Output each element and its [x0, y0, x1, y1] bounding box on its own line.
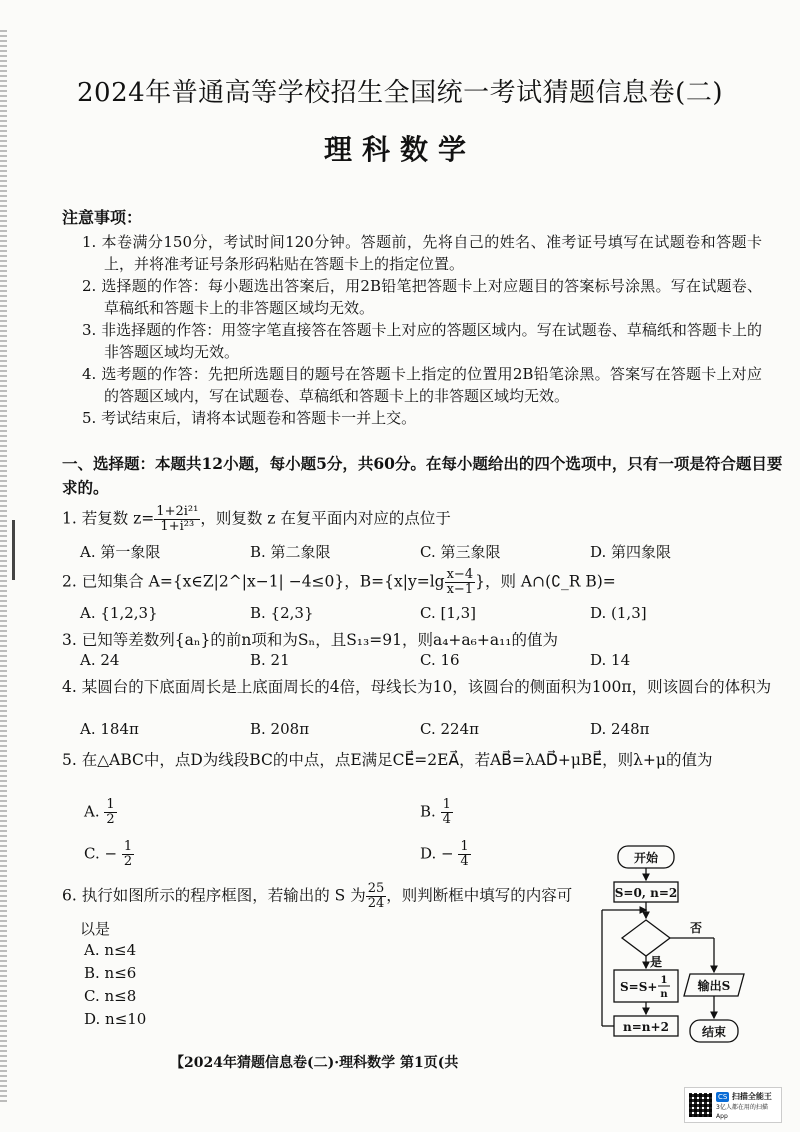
notice-item: 3. 非选择题的作答：用签字笔直接答在答题卡上对应的答题区域内。写在试题卷、草稿纸和答题卡上的非答题区域均无效。 — [82, 321, 762, 361]
q2-option-d: D. (1,3] — [590, 604, 647, 622]
flow-end-label: 结束 — [701, 1025, 727, 1039]
q5-b-num: 1 — [442, 797, 451, 812]
flowchart — [590, 842, 780, 1052]
q3-option-c: C. 16 — [420, 651, 460, 669]
q1-fraction-den: 1+i²³ — [160, 519, 195, 534]
q4-options — [80, 720, 780, 738]
q1-option-b: B. 第二象限 — [250, 543, 331, 561]
notice-heading: 注意事项： — [62, 208, 143, 227]
q3-option-b: B. 21 — [250, 651, 290, 669]
q6-stem-pre: 6. 执行如图所示的程序框图，若输出的 S 为 — [62, 886, 366, 905]
flow-update-n-label: n=n+2 — [623, 1020, 669, 1034]
q5-option-a-fraction — [104, 798, 116, 827]
q1-options — [80, 541, 780, 562]
q3-option-a: A. 24 — [80, 651, 120, 669]
scanner-tagline: 3亿人都在用的扫描App — [716, 1103, 768, 1120]
page-footer: 【2024年猜题信息卷(二)·理科数学 第1页(共 — [170, 1055, 459, 1071]
notice-item: 2. 选择题的作答：每小题选出答案后，用2B铅笔把答题卡上对应题目的答案标号涂黑。写在试题卷、草稿纸和答题卡上的非答题区域均无效。 — [82, 277, 762, 317]
q1-option-d: D. 第四象限 — [590, 543, 672, 561]
q5-option-d — [420, 840, 471, 869]
q5-a-num: 1 — [106, 797, 115, 812]
q6-fraction-num: 25 — [367, 881, 385, 896]
flow-update-s-label: S=S+ — [620, 980, 658, 994]
q5-option-d-label: D. − — [420, 844, 454, 863]
flow-no-label: 否 — [690, 921, 703, 935]
q1-stem-pre: 1. 若复数 z= — [62, 509, 155, 528]
q2-fraction — [445, 568, 476, 597]
notice-block — [62, 207, 762, 429]
flow-output-label: 输出S — [697, 979, 731, 993]
q1-option-a: A. 第一象限 — [80, 543, 161, 561]
q5-a-den: 2 — [106, 812, 115, 827]
q5-option-b-label: B. — [420, 802, 436, 821]
q4-option-b: B. 208π — [250, 720, 310, 738]
question-2 — [62, 568, 782, 597]
q2-stem-pre: 2. 已知集合 A={x∈Z|2^|x−1| −4≤0}，B={x|y=lg — [62, 572, 445, 591]
q2-options — [80, 604, 780, 622]
q5-d-num: 1 — [460, 839, 469, 854]
q6-fraction — [366, 882, 387, 911]
q6-option-a: A. n≤4 — [84, 941, 137, 959]
q2-stem-post: }，则 A∩(∁_R B)= — [475, 572, 616, 591]
q2-fraction-den: x−1 — [446, 582, 474, 597]
flow-decision — [622, 920, 670, 956]
q4-option-a: A. 184π — [80, 720, 139, 738]
q5-c-num: 1 — [123, 839, 133, 854]
notice-item: 1. 本卷满分150分，考试时间120分钟。答题前，先将自己的姓名、准考证号填写在试题卷和答题卡上，并将准考证号条形码粘贴在答题卡上的指定位置。 — [82, 233, 762, 273]
q5-option-c — [84, 840, 134, 869]
q2-fraction-num: x−4 — [446, 567, 474, 582]
scanner-badge — [684, 1087, 782, 1123]
q4-option-c: C. 224π — [420, 720, 479, 738]
flow-start-label: 开始 — [633, 851, 659, 865]
question-3: 3. 已知等差数列{aₙ}的前n项和为Sₙ，且S₁₃=91，则a₄+a₆+a₁₁的值为 — [62, 631, 559, 649]
q6-fraction-den: 24 — [367, 896, 385, 911]
flow-update-s-den: n — [660, 989, 668, 1000]
scanner-name: 扫描全能王 — [731, 1091, 772, 1101]
q1-option-c: C. 第三象限 — [420, 543, 501, 561]
q5-b-den: 4 — [442, 812, 451, 827]
page-edge-binding — [0, 30, 7, 1102]
scanner-badge-text — [716, 1091, 777, 1120]
q5-c-den: 2 — [123, 854, 133, 869]
q4-option-d: D. 248π — [590, 720, 650, 738]
q5-option-d-fraction — [458, 840, 470, 869]
q6-option-d: D. n≤10 — [84, 1010, 147, 1028]
exam-title: 2024年普通高等学校招生全国统一考试猜题信息卷(二) — [77, 78, 723, 108]
flow-init-label: S=0, n=2 — [614, 886, 678, 900]
q5-option-b — [420, 798, 453, 827]
q5-option-c-label: C. − — [84, 844, 118, 863]
q1-fraction — [154, 505, 200, 534]
scanner-logo: CS — [718, 1092, 728, 1101]
question-6 — [62, 882, 602, 911]
q5-d-den: 4 — [460, 854, 469, 869]
notice-list — [62, 231, 762, 429]
q3-option-d: D. 14 — [590, 651, 631, 669]
q6-stem-line2: 以是 — [80, 920, 111, 938]
q2-option-a: A. {1,2,3} — [80, 604, 158, 622]
question-1 — [62, 505, 782, 534]
flow-yes-label: 是 — [650, 955, 663, 969]
q5-option-b-fraction — [441, 798, 453, 827]
q5-option-c-fraction — [122, 840, 134, 869]
q6-option-c: C. n≤8 — [84, 987, 137, 1005]
notice-item: 4. 选考题的作答：先把所选题目的题号在答题卡上指定的位置用2B铅笔涂黑。答案写在答题卡上对应的答题区域内，写在试题卷、草稿纸和答题卡上的非答题区域均无效。 — [82, 365, 762, 405]
exam-subject: 理科数学 — [323, 133, 476, 166]
q2-option-b: B. {2,3} — [250, 604, 314, 622]
q1-fraction-num: 1+2i²¹ — [156, 504, 199, 519]
q3-options — [80, 651, 780, 669]
q6-stem-post: ，则判断框中填写的内容可 — [386, 886, 573, 905]
section-heading: 一、选择题：本题共12小题，每小题5分，共60分。在每小题给出的四个选项中，只有一项是符合题目要求的。 — [62, 454, 783, 497]
flow-update-s-num: 1 — [660, 975, 668, 986]
q5-option-a — [84, 798, 117, 827]
question-4: 4. 某圆台的下底面周长是上底面周长的4倍，母线长为10，该圆台的侧面积为100π，则该圆台的体积为 — [62, 678, 772, 696]
page-edge-mark — [12, 520, 15, 580]
notice-item: 5. 考试结束后，请将本试题卷和答题卡一并上交。 — [82, 409, 417, 427]
q6-option-b: B. n≤6 — [84, 964, 137, 982]
q5-option-a-label: A. — [84, 802, 100, 821]
q1-stem-post: ，则复数 z 在复平面内对应的点位于 — [200, 509, 451, 528]
qr-code-icon — [689, 1093, 712, 1117]
question-5: 5. 在△ABC中，点D为线段BC的中点，点E满足CE⃗=2EA⃗，若AB⃗=λAD⃗+μBE⃗，则λ+μ的值为 — [62, 751, 713, 769]
q2-option-c: C. [1,3] — [420, 604, 477, 622]
